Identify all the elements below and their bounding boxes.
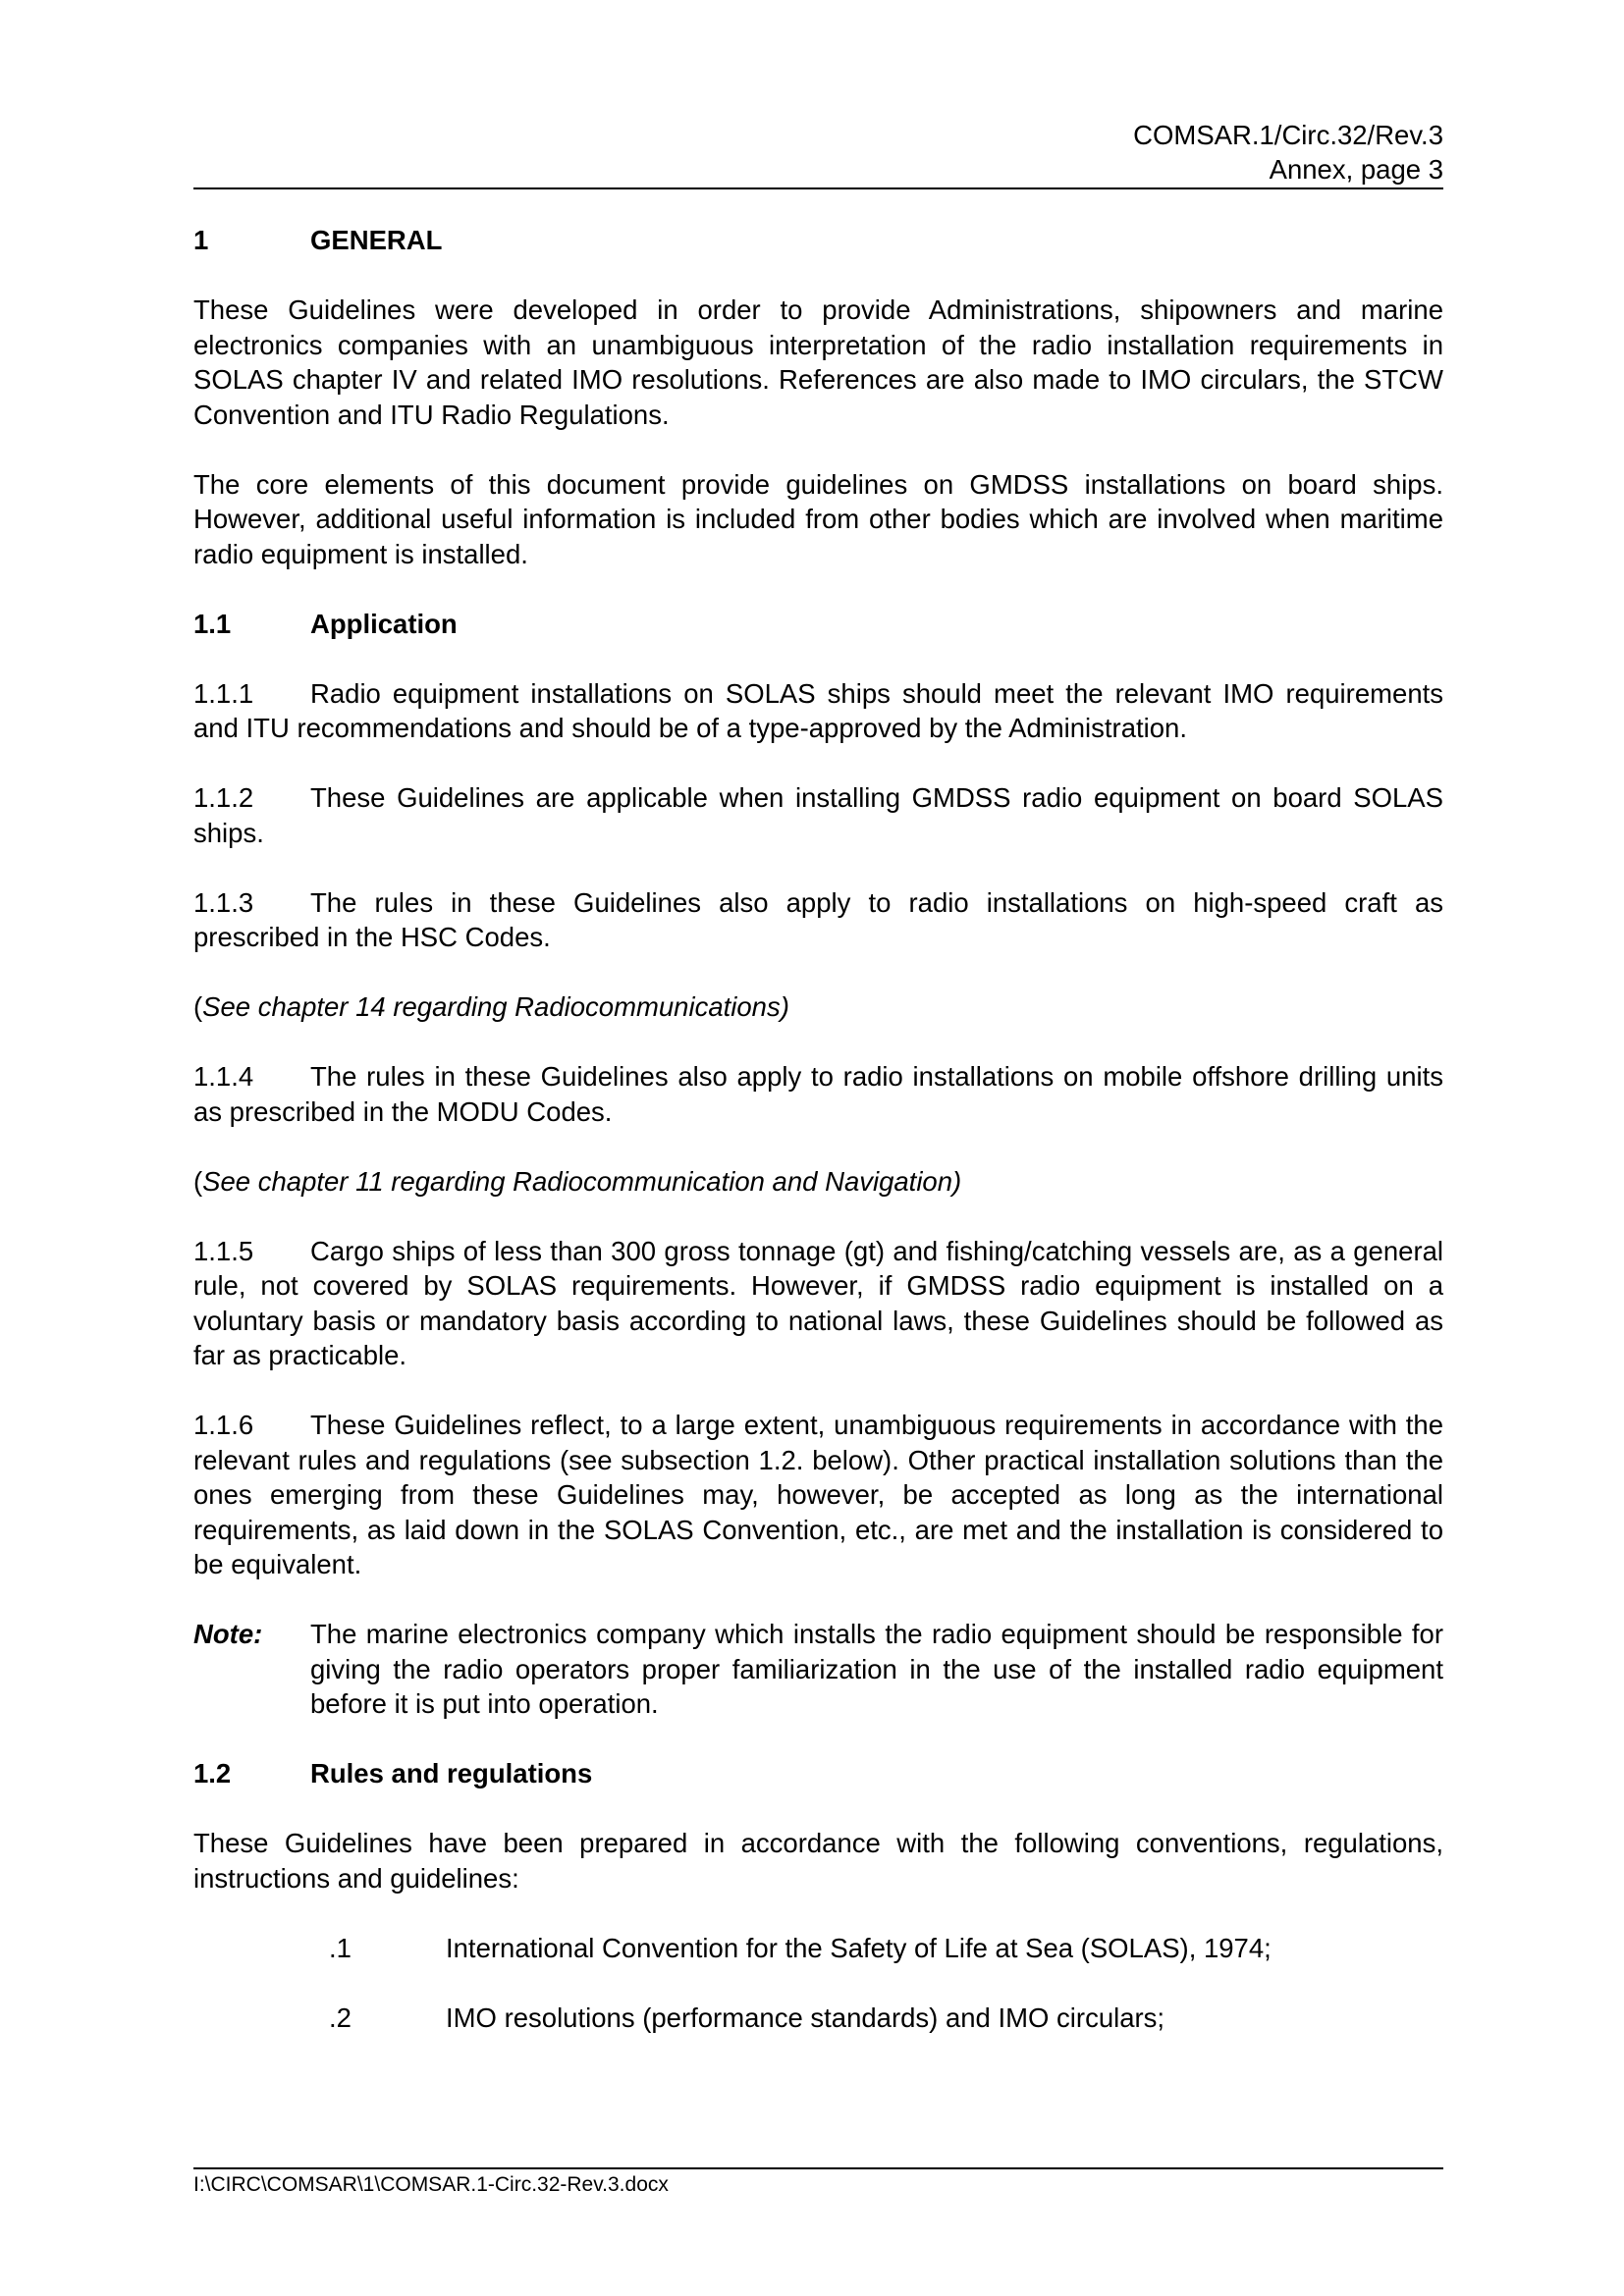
page-reference: Annex, page 3 — [1269, 154, 1443, 185]
section-title: Rules and regulations — [310, 1758, 593, 1789]
cross-reference-text: See chapter 11 regarding Radiocommunication and Navigation) — [202, 1165, 962, 1197]
section-title: Application — [310, 608, 458, 639]
paragraph-number: 1.1.2 — [193, 782, 254, 813]
paragraph: These Guidelines were developed in order to provide Administrations, shipowners and marine electronics companies with an unambiguous interpretation of the radio installation requirements in SOLAS chapter IV and related IMO resolutions. References are also made to IMO circulars, the STCW Convention and ITU Radio Regulations. — [193, 294, 1443, 430]
paragraph-1-1-5 — [193, 1234, 1443, 1373]
footer-divider — [193, 2167, 1443, 2169]
document-page — [193, 0, 1443, 2296]
see-chapter-11-note — [193, 1164, 1443, 1200]
list-item-text: International Convention for the Safety of Life at Sea (SOLAS), 1974; — [446, 1932, 1272, 1963]
section-heading-general — [193, 223, 1443, 258]
list-item — [193, 2001, 1443, 2036]
paragraph-number: 1.1.5 — [193, 1235, 254, 1266]
paragraph-text: These Guidelines reflect, to a large extent, unambiguous requirements in accordance with the relevant rules and regulations (see subsection 1.2. below). Other practical installation solutions than the ones emerging from these Guidelines may, however, be accepted as long as the international requirements, as laid down in the SOLAS Convention, etc., are met and the installation is considered to be equivalent. — [193, 1410, 1443, 1579]
paragraph-1-1-4 — [193, 1059, 1443, 1129]
list-item-number: .1 — [329, 1932, 352, 1963]
paragraph-number: 1.1.6 — [193, 1410, 254, 1440]
note-text: The marine electronics company which installs the radio equipment should be responsible for giving the radio operators proper familiarization in the use of the installed radio equipment before it is put into operation. — [310, 1619, 1443, 1719]
section-heading-rules — [193, 1756, 1443, 1791]
document-body — [193, 223, 1443, 2070]
document-reference: COMSAR.1/Circ.32/Rev.3 — [1133, 120, 1443, 150]
paragraph-text: The rules in these Guidelines also apply to radio installations on high-speed craft as prescribed in the HSC Codes. — [193, 886, 1443, 952]
paragraph-number: 1.1.3 — [193, 886, 254, 918]
section-number: 1.1 — [193, 608, 232, 639]
paragraph: These Guidelines have been prepared in accordance with the following conventions, regulations, instructions and guidelines: — [193, 1828, 1443, 1894]
footer-file-path: I:\CIRC\COMSAR\1\COMSAR.1-Circ.32-Rev.3.docx — [193, 2173, 669, 2196]
cross-reference-text: See chapter 14 regarding Radiocommunications) — [202, 991, 789, 1022]
page-header — [1133, 118, 1443, 187]
paragraph-number: 1.1.1 — [193, 677, 254, 709]
paragraph-1-1-3 — [193, 885, 1443, 955]
list-item-number: .2 — [329, 2002, 352, 2033]
open-parenthesis: ( — [193, 991, 203, 1022]
list-item-text: IMO resolutions (performance standards) and IMO circulars; — [446, 2002, 1165, 2033]
section-title: GENERAL — [310, 225, 443, 255]
header-divider — [193, 187, 1443, 189]
note-block — [193, 1617, 1443, 1722]
paragraph-text: These Guidelines are applicable when installing GMDSS radio equipment on board SOLAS ships. — [193, 782, 1443, 848]
note-label: Note: — [193, 1619, 263, 1649]
section-heading-application — [193, 607, 1443, 642]
paragraph-text: The rules in these Guidelines also apply to radio installations on mobile offshore drilling units as prescribed in the MODU Codes. — [193, 1061, 1443, 1127]
paragraph: The core elements of this document provide guidelines on GMDSS installations on board ships. However, additional useful information is included from other bodies which are involved when maritime radio equipment is installed. — [193, 468, 1443, 569]
see-chapter-14-note — [193, 989, 1443, 1025]
section-number: 1.2 — [193, 1758, 232, 1789]
paragraph-1-1-1 — [193, 676, 1443, 746]
paragraph-text: Radio equipment installations on SOLAS ships should meet the relevant IMO requirements and ITU recommendations and should be of a type-approved by the Administration. — [193, 677, 1443, 743]
open-parenthesis: ( — [193, 1165, 203, 1197]
paragraph-1-1-6 — [193, 1408, 1443, 1582]
list-item — [193, 1931, 1443, 1966]
paragraph-text: Cargo ships of less than 300 gross tonnage (gt) and fishing/catching vessels are, as a general rule, not covered by SOLAS requirements. However, if GMDSS radio equipment is installed on a voluntary basis or mandatory basis according to national laws, these Guidelines should be followed as far as practicable. — [193, 1235, 1443, 1370]
paragraph-number: 1.1.4 — [193, 1061, 254, 1092]
paragraph-1-1-2 — [193, 780, 1443, 850]
section-number: 1 — [193, 225, 209, 255]
